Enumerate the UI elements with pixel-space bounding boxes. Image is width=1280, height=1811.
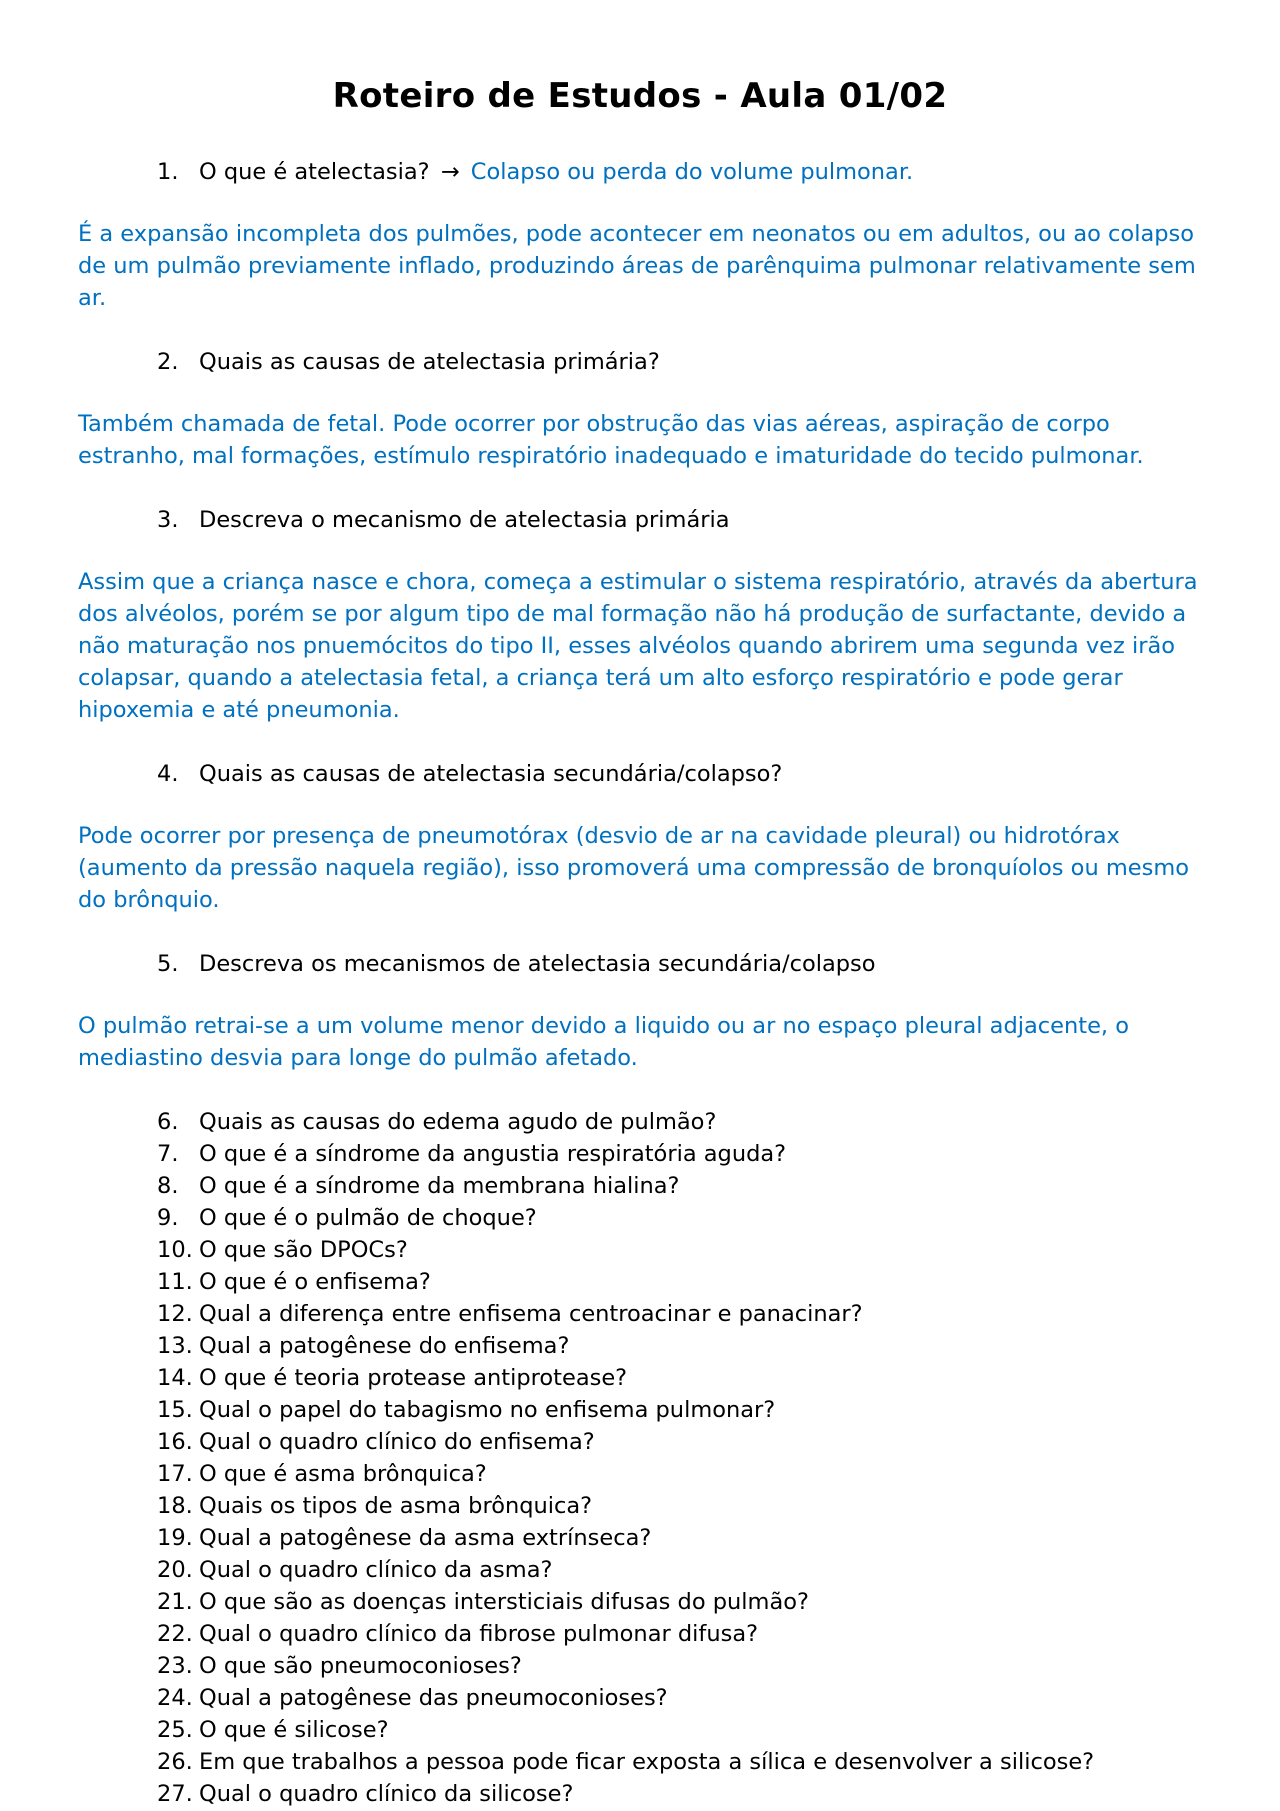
answer-1: É a expansão incompleta dos pulmões, pode acontecer em neonatos ou em adultos, ou ao colapso de um pulmão previamente inflado, produzindo áreas de parênquima pulmonar relativamente sem ar. (78, 221, 1196, 311)
list-item (78, 1554, 1202, 1586)
question-text: O que é atelectasia? (199, 159, 430, 185)
question-text: Qual o papel do tabagismo no enfisema pulmonar? (199, 1397, 776, 1423)
question-text: Qual o quadro clínico da silicose? (199, 1781, 574, 1807)
question-number: 19. (157, 1525, 193, 1551)
list-item (78, 1714, 1202, 1746)
list-item (78, 1458, 1202, 1490)
question-number: 23. (157, 1653, 193, 1679)
answer-2: Também chamada de fetal. Pode ocorrer por obstrução das vias aéreas, aspiração de corpo estranho, mal formações, estímulo respiratório inadequado e imaturidade do tecido pulmonar. (78, 411, 1144, 469)
question-number: 3. (157, 507, 179, 533)
question-text: O que é a síndrome da angustia respiratória aguda? (199, 1141, 787, 1167)
question-text: O que é a síndrome da membrana hialina? (199, 1173, 680, 1199)
question-number: 22. (157, 1621, 193, 1647)
question-number: 25. (157, 1717, 193, 1743)
question-number: 4. (157, 761, 179, 787)
question-3 (78, 504, 1202, 536)
question-text: Em que trabalhos a pessoa pode ficar exposta a sílica e desenvolver a silicose? (199, 1749, 1095, 1775)
question-text: O que são as doenças intersticiais difusas do pulmão? (199, 1589, 809, 1615)
question-number: 10. (157, 1237, 193, 1263)
question-text: Quais os tipos de asma brônquica? (199, 1493, 593, 1519)
question-text: Quais as causas de atelectasia primária? (199, 349, 660, 375)
question-list (78, 1106, 1202, 1810)
question-number: 1. (157, 159, 179, 185)
question-number: 20. (157, 1557, 193, 1583)
question-number: 5. (157, 951, 179, 977)
answer-3: Assim que a criança nasce e chora, começa a estimular o sistema respiratório, através da abertura dos alvéolos, porém se por algum tipo de mal formação não há produção de surfactante, devido a não maturação nos pnuemócitos do tipo II, esses alvéolos quando abrirem uma segunda vez irão colapsar, quando a atelectasia fetal, a criança terá um alto esforço respiratório e pode gerar hipoxemia e até pneumonia. (78, 569, 1198, 723)
list-item (78, 1202, 1202, 1234)
list-item (78, 1586, 1202, 1618)
question-1 (78, 156, 1202, 188)
question-number: 26. (157, 1749, 193, 1775)
question-text: O que é silicose? (199, 1717, 389, 1743)
question-number: 7. (157, 1141, 179, 1167)
question-number: 13. (157, 1333, 193, 1359)
question-text: O que é o pulmão de choque? (199, 1205, 537, 1231)
question-text: O que são DPOCs? (199, 1237, 408, 1263)
list-item (78, 1266, 1202, 1298)
list-item (78, 1682, 1202, 1714)
list-item (78, 1522, 1202, 1554)
question-text: Descreva o mecanismo de atelectasia primária (199, 507, 730, 533)
question-number: 15. (157, 1397, 193, 1423)
question-number: 18. (157, 1493, 193, 1519)
inline-answer: Colapso ou perda do volume pulmonar. (470, 159, 914, 185)
question-text: Qual a patogênese das pneumoconioses? (199, 1685, 668, 1711)
question-number: 11. (157, 1269, 193, 1295)
list-item (78, 1234, 1202, 1266)
question-text: O que é o enfisema? (199, 1269, 431, 1295)
question-number: 9. (157, 1205, 179, 1231)
question-number: 6. (157, 1109, 179, 1135)
question-number: 24. (157, 1685, 193, 1711)
question-text: O que são pneumoconioses? (199, 1653, 522, 1679)
list-item (78, 1394, 1202, 1426)
answer-4: Pode ocorrer por presença de pneumotórax (desvio de ar na cavidade pleural) ou hidrotórax (aumento da pressão naquela região), isso promoverá uma compressão de bronquíolos ou mesmo do brônquio. (78, 823, 1190, 913)
question-number: 8. (157, 1173, 179, 1199)
question-5 (78, 948, 1202, 980)
question-text: O que é teoria protease antiprotease? (199, 1365, 628, 1391)
question-text: O que é asma brônquica? (199, 1461, 487, 1487)
question-text: Qual o quadro clínico da fibrose pulmonar difusa? (199, 1621, 759, 1647)
list-item (78, 1330, 1202, 1362)
question-text: Qual a diferença entre enfisema centroacinar e panacinar? (199, 1301, 863, 1327)
list-item (78, 1298, 1202, 1330)
question-number: 2. (157, 349, 179, 375)
question-number: 21. (157, 1589, 193, 1615)
question-text: Qual o quadro clínico da asma? (199, 1557, 553, 1583)
list-item (78, 1426, 1202, 1458)
list-item (78, 1362, 1202, 1394)
question-number: 14. (157, 1365, 193, 1391)
list-item (78, 1170, 1202, 1202)
question-number: 27. (157, 1781, 193, 1807)
answer-5: O pulmão retrai-se a um volume menor devido a liquido ou ar no espaço pleural adjacente, o mediastino desvia para longe do pulmão afetado. (78, 1013, 1129, 1071)
question-text: Qual a patogênese da asma extrínseca? (199, 1525, 652, 1551)
list-item (78, 1106, 1202, 1138)
list-item (78, 1778, 1202, 1810)
question-2 (78, 346, 1202, 378)
list-item (78, 1138, 1202, 1170)
question-4 (78, 758, 1202, 790)
question-number: 17. (157, 1461, 193, 1487)
list-item (78, 1650, 1202, 1682)
list-item (78, 1490, 1202, 1522)
question-text: Quais as causas de atelectasia secundária/colapso? (199, 761, 783, 787)
question-text: Qual o quadro clínico do enfisema? (199, 1429, 595, 1455)
arrow-right-icon: → (440, 159, 460, 185)
question-text: Quais as causas do edema agudo de pulmão? (199, 1109, 717, 1135)
question-number: 12. (157, 1301, 193, 1327)
question-text: Descreva os mecanismos de atelectasia secundária/colapso (199, 951, 876, 977)
list-item (78, 1618, 1202, 1650)
page-title: Roteiro de Estudos - Aula 01/02 (332, 76, 948, 116)
list-item (78, 1746, 1202, 1778)
question-text: Qual a patogênese do enfisema? (199, 1333, 570, 1359)
question-number: 16. (157, 1429, 193, 1455)
